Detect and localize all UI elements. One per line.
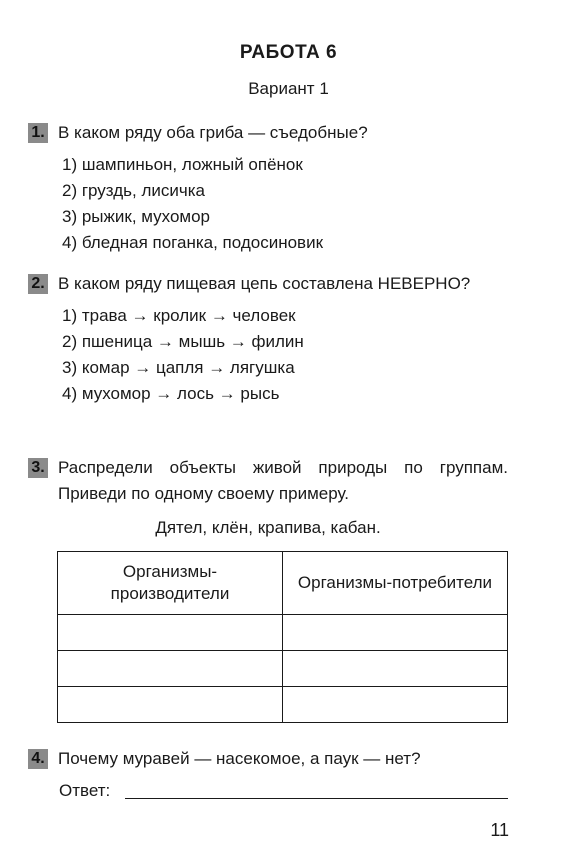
table-cell[interactable] <box>283 687 508 723</box>
question-1-option[interactable]: 1) шампиньон, ложный опёнок <box>62 155 303 174</box>
question-3-text: Распредели объекты живой природы по группам. Приведи по одному своему примеру. <box>58 458 508 503</box>
table-cell[interactable] <box>58 615 283 651</box>
question-1-option[interactable]: 4) бледная поганка, подосиновик <box>62 233 324 252</box>
question-1-options <box>62 152 508 256</box>
question-2-option[interactable]: 1) трава → кролик → человек <box>62 306 296 325</box>
page-title: РАБОТА 6 <box>239 42 338 63</box>
question-2-option[interactable]: 2) пшеница → мышь → филин <box>62 332 304 351</box>
grouping-table <box>57 551 508 723</box>
question-2-text: В каком ряду пищевая цепь составлена НЕВЕРНО? <box>58 274 471 293</box>
question-2-number: 2. <box>28 274 48 294</box>
question-3-number: 3. <box>28 458 48 478</box>
answer-label: Ответ: <box>59 781 111 800</box>
question-2-option[interactable]: 3) комар → цапля → лягушка <box>62 358 295 377</box>
question-1 <box>28 120 508 256</box>
table-cell[interactable] <box>283 615 508 651</box>
question-1-number: 1. <box>28 123 48 143</box>
question-2 <box>28 271 508 407</box>
column-header-consumers: Организмы-потребители <box>283 552 508 615</box>
question-4-text: Почему муравей — насекомое, а паук — нет? <box>58 749 421 768</box>
question-1-text: В каком ряду оба гриба — съедобные? <box>58 123 368 142</box>
table-cell[interactable] <box>58 687 283 723</box>
table-cell[interactable] <box>58 651 283 687</box>
question-2-options <box>62 303 508 407</box>
question-3-object-list: Дятел, клён, крапива, кабан. <box>155 518 381 537</box>
table-cell[interactable] <box>283 651 508 687</box>
question-4 <box>28 746 508 772</box>
column-header-producers: Организмы-производители <box>58 552 283 615</box>
question-4-number: 4. <box>28 749 48 769</box>
question-1-option[interactable]: 3) рыжик, мухомор <box>62 207 211 226</box>
question-3 <box>28 455 508 541</box>
variant-label: Вариант 1 <box>248 79 329 98</box>
answer-input-line[interactable] <box>125 798 508 799</box>
page-number: 11 <box>490 820 509 840</box>
question-1-option[interactable]: 2) груздь, лисичка <box>62 181 205 200</box>
question-2-option[interactable]: 4) мухомор → лось → рысь <box>62 384 280 403</box>
